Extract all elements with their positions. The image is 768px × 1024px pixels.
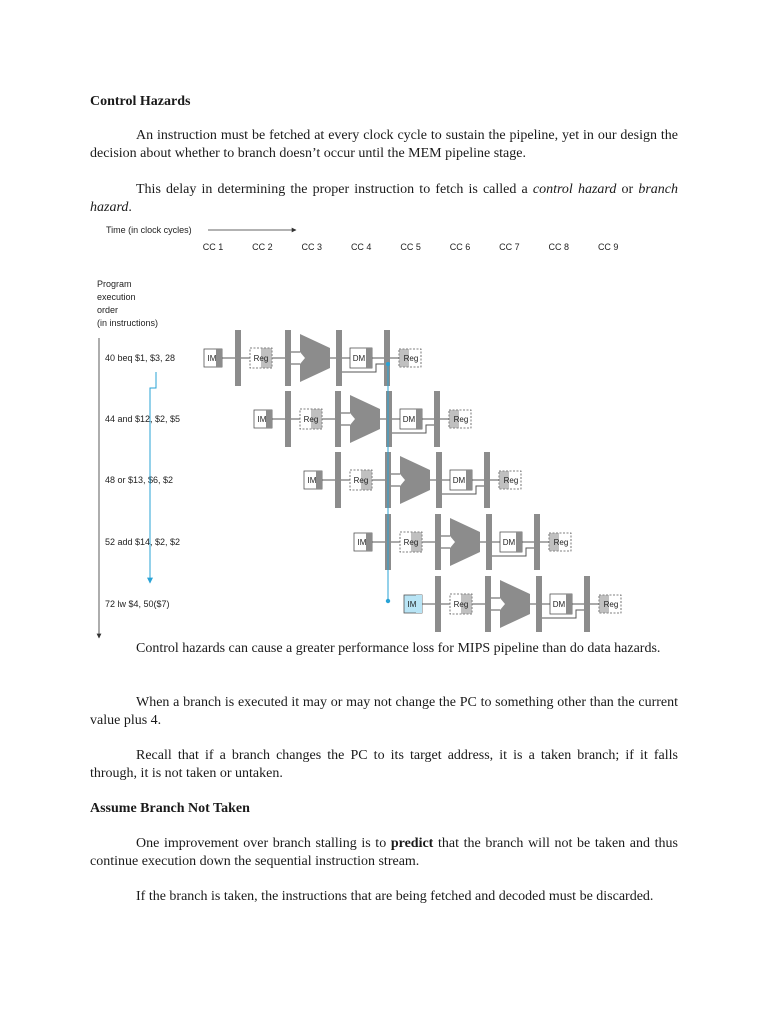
order-label-line-1: Program [97, 279, 132, 289]
ex-mem-register [386, 391, 392, 447]
branch-decision-start [386, 362, 390, 366]
im-write-shade [266, 410, 272, 428]
ex-mem-register [336, 330, 342, 386]
reg-write-label: Reg [603, 600, 619, 609]
dm-write-shade [466, 470, 472, 490]
im-write-shade [216, 349, 222, 367]
cc-label: CC 7 [499, 242, 520, 252]
mem-wb-register [584, 576, 590, 632]
if-id-register [435, 576, 441, 632]
reg-read-label: Reg [303, 415, 319, 424]
paragraph-performance-loss: Control hazards can cause a greater performance loss for MIPS pipeline than do data hazards. [136, 641, 661, 656]
term-predict: predict [390, 836, 434, 851]
dm-label: DM [502, 538, 516, 547]
pipeline-rows [204, 330, 621, 632]
section-heading-assume-not-taken: Assume Branch Not Taken [90, 801, 250, 816]
time-axis-label: Time (in clock cycles) [106, 225, 192, 235]
reg-write-label: Reg [403, 354, 419, 363]
pipeline-row [354, 514, 571, 570]
reg-write-label: Reg [453, 415, 469, 424]
instruction-label: 44 and $12, $2, $5 [105, 414, 181, 424]
alu-unit [350, 395, 380, 443]
instruction-label: 72 lw $4, 50($7) [105, 599, 170, 609]
pipeline-control-hazard-diagram [90, 220, 650, 640]
im-label: IM [207, 354, 217, 363]
alu-unit [400, 456, 430, 504]
reg-read-label: Reg [403, 538, 419, 547]
id-ex-register [485, 576, 491, 632]
im-write-shade [366, 533, 372, 551]
dm-label: DM [552, 600, 566, 609]
dm-write-shade [516, 532, 522, 552]
id-ex-register [435, 514, 441, 570]
cc-label: CC 9 [597, 242, 619, 252]
pipeline-row [254, 391, 471, 447]
paragraph-taken-branch: Recall that if a branch changes the PC to its target address, it is a taken branch; if it falls through, it is not taken or untaken. [90, 748, 678, 781]
pipeline-row [304, 452, 521, 508]
reg-read-label: Reg [353, 476, 369, 485]
cc-label: CC 4 [350, 242, 372, 252]
paragraph-branch-changes-pc: When a branch is executed it may or may not change the PC to something other than the current value plus 4. [90, 695, 678, 728]
dm-label: DM [402, 415, 416, 424]
paragraph-control-hazard-definition: This delay in determining the proper instruction to fetch is called a control hazard or branch hazard. [90, 182, 678, 215]
reg-write-label: Reg [503, 476, 519, 485]
dm-write-shade [366, 348, 372, 368]
mem-wb-register [434, 391, 440, 447]
cc-label: CC 3 [301, 242, 323, 252]
paragraph-fetch-every-cycle: An instruction must be fetched at every clock cycle to sustain the pipeline, yet in our design the decision about whether to branch doesn’t occur until the MEM pipeline stage. [90, 128, 678, 161]
mem-wb-register [534, 514, 540, 570]
im-write-shade [316, 471, 322, 489]
reg-read-label: Reg [453, 600, 469, 609]
ex-mem-register [536, 576, 542, 632]
section-heading-control-hazards: Control Hazards [90, 94, 191, 109]
alu-unit [450, 518, 480, 566]
paragraph-discard-instructions: If the branch is taken, the instructions that are being fetched and decoded must be discarded. [136, 889, 654, 904]
if-id-register [235, 330, 241, 386]
dm-write-shade [416, 409, 422, 429]
id-ex-register [335, 391, 341, 447]
if-id-register [285, 391, 291, 447]
dm-write-shade [566, 594, 572, 614]
instruction-label: 40 beq $1, $3, 28 [105, 353, 176, 363]
cc-label: CC 5 [400, 242, 421, 252]
ex-mem-register [436, 452, 442, 508]
im-label: IM [257, 415, 267, 424]
cc-label: CC 8 [548, 242, 570, 252]
dm-label: DM [452, 476, 466, 485]
id-ex-register [285, 330, 291, 386]
pipeline-row [404, 576, 621, 632]
mem-wb-register [384, 330, 390, 386]
clock-cycle-labels [203, 242, 619, 252]
cc-label: CC 6 [449, 242, 471, 252]
reg-write-label: Reg [553, 538, 569, 547]
paragraph-predict-not-taken: One improvement over branch stalling is to predict that the branch will not be taken and thus continue execution down the sequential instruction stream. [90, 836, 678, 869]
alu-unit [500, 580, 530, 628]
branch-decision-end [386, 599, 390, 603]
ex-mem-register [486, 514, 492, 570]
cc-label: CC 1 [202, 242, 224, 252]
if-id-register [335, 452, 341, 508]
order-label-line-3: order [97, 305, 119, 315]
order-label-line-4: (in instructions) [97, 318, 159, 328]
term-control-hazard: control hazard [532, 182, 617, 197]
term-branch-hazard: branch hazard [90, 182, 678, 215]
im-label: IM [357, 538, 367, 547]
alu-unit [300, 334, 330, 382]
im-label: IM [307, 476, 317, 485]
instruction-label: 52 add $14, $2, $2 [105, 537, 181, 547]
im-label: IM [407, 600, 417, 609]
instruction-label: 48 or $13, $6, $2 [105, 475, 174, 485]
instruction-labels [105, 353, 180, 609]
cc-label: CC 2 [252, 242, 273, 252]
reg-read-label: Reg [253, 354, 269, 363]
dm-label: DM [352, 354, 366, 363]
order-label-line-2: execution [97, 292, 136, 302]
im-write-shade [416, 595, 422, 613]
mem-wb-register [484, 452, 490, 508]
